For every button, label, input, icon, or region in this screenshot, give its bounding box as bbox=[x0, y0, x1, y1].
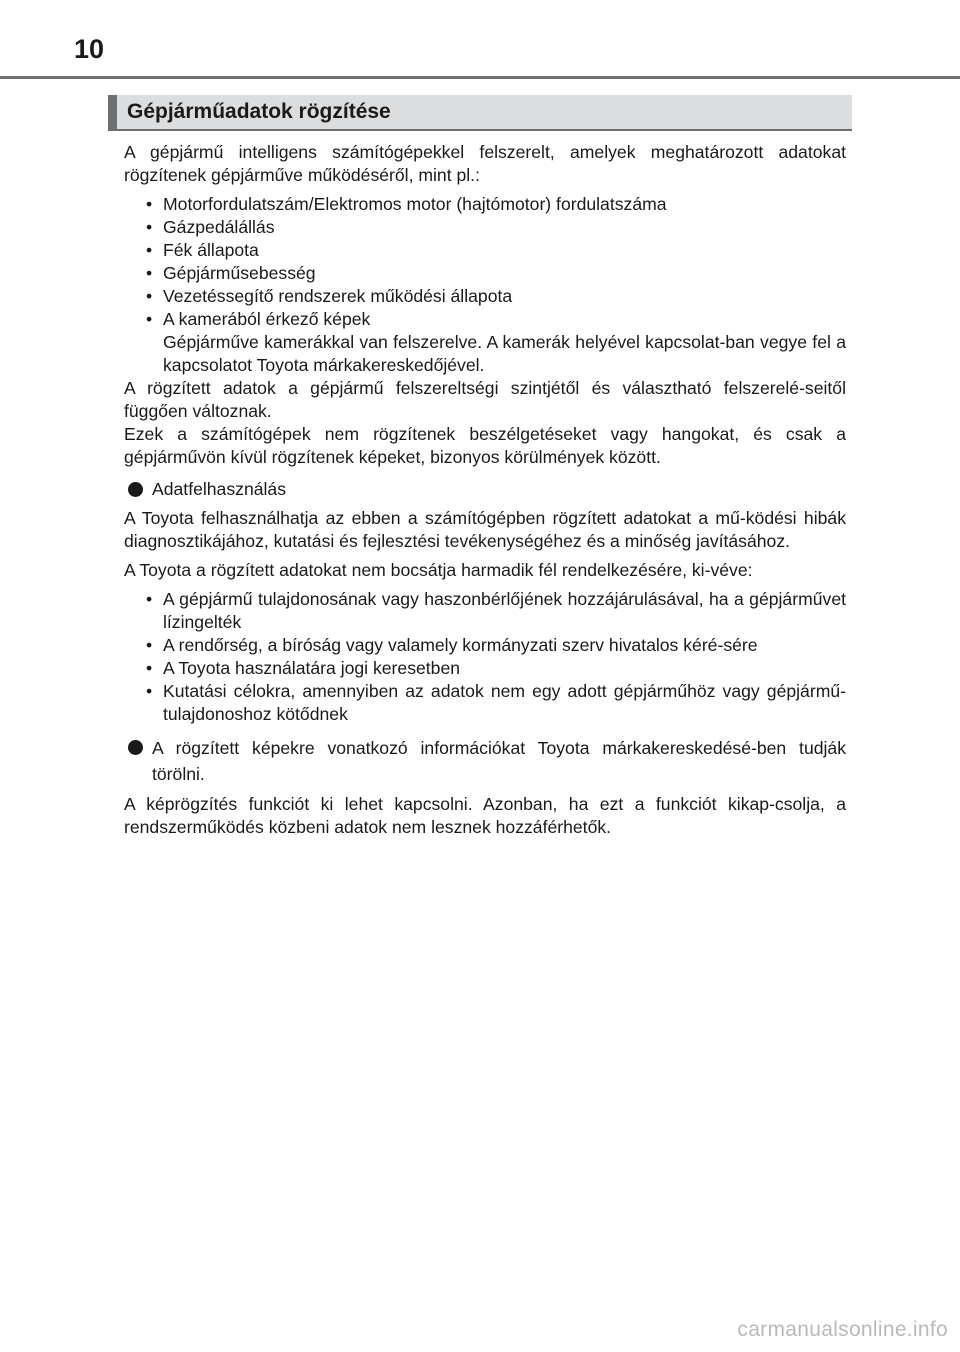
list-item: • Kutatási célokra, amennyiben az adatok nem egy adott gépjárműhöz vagy gépjármű-tulajdonoshoz kötődnek bbox=[146, 681, 846, 724]
list-item: • Gázpedálállás bbox=[146, 217, 275, 237]
list-item-text: Vezetéssegítő rendszerek működési állapota bbox=[163, 286, 513, 306]
disclosure-list bbox=[124, 588, 846, 726]
list-item-text: Gépjárműsebesség bbox=[163, 263, 316, 283]
list-item-text: A gépjármű tulajdonosának vagy haszonbérlőjének hozzájárulásával, ha a gépjárművet lízingelték bbox=[163, 589, 846, 632]
list-item: • A gépjármű tulajdonosának vagy haszonbérlőjének hozzájárulásával, ha a gépjárművet lízingelték bbox=[146, 589, 846, 632]
bullet-dot-icon bbox=[128, 740, 143, 755]
list-item-text: Fék állapota bbox=[163, 240, 259, 260]
list-item: • A kamerából érkező képek Gépjárműve kamerákkal van felszerelve. A kamerák helyével kapcsolat-ban vegye fel a kapcsolatot Toyota márkakereskedőjével. bbox=[146, 309, 846, 375]
list-item: • Vezetéssegítő rendszerek működési állapota bbox=[146, 286, 513, 306]
list-item: • Fék állapota bbox=[146, 240, 259, 260]
watermark: carmanualsonline.info bbox=[737, 1318, 948, 1341]
bullet-dot-icon bbox=[128, 482, 143, 497]
data-use-heading-text: Adatfelhasználás bbox=[152, 479, 286, 499]
section-title: Gépjárműadatok rögzítése bbox=[127, 100, 391, 123]
list-item-text: A rendőrség, a bíróság vagy valamely kormányzati szerv hivatalos kéré-sére bbox=[163, 635, 758, 655]
image-disable-paragraph: A képrögzítés funkciót ki lehet kapcsolni. Azonban, ha ezt a funkciót kikap-csolja, a rendszerműködés közbeni adatok nem lesznek hozzáférhetők. bbox=[124, 794, 846, 837]
intro-paragraph: A gépjármű intelligens számítógépekkel felszerelt, amelyek meghatározott adatokat rögzítenek gépjárműve működéséről, mint pl.: bbox=[124, 142, 846, 185]
image-delete-heading-text: A rögzített képekre vonatkozó információkat Toyota márkakereskedésé-ben tudják törölni. bbox=[152, 738, 846, 784]
list-item: • Motorfordulatszám/Elektromos motor (hajtómotor) fordulatszáma bbox=[146, 194, 667, 214]
no-voice-paragraph: Ezek a számítógépek nem rögzítenek beszélgetéseket vagy hangokat, és csak a gépjárművön kívül rögzítenek képeket, bizonyos körülmények között. bbox=[124, 424, 846, 467]
list-item-text: Motorfordulatszám/Elektromos motor (hajtómotor) fordulatszáma bbox=[163, 194, 667, 214]
list-item-text: Kutatási célokra, amennyiben az adatok nem egy adott gépjárműhöz vagy gépjármű-tulajdonoshoz kötődnek bbox=[163, 681, 846, 724]
header-rule bbox=[0, 76, 960, 79]
section-header bbox=[108, 95, 852, 131]
camera-note: Gépjárműve kamerákkal van felszerelve. A kamerák helyével kapcsolat-ban vegye fel a kapcsolatot Toyota márkakereskedőjével. bbox=[163, 332, 846, 375]
disclosure-intro: A Toyota a rögzített adatokat nem bocsátja harmadik fél rendelkezésére, ki-véve: bbox=[124, 560, 753, 580]
data-use-heading bbox=[124, 478, 846, 501]
list-item-text: A kamerából érkező képek bbox=[163, 309, 371, 329]
page-content bbox=[124, 141, 846, 839]
page-number: 10 bbox=[74, 34, 105, 64]
list-item: • A rendőrség, a bíróság vagy valamely kormányzati szerv hivatalos kéré-sére bbox=[146, 635, 758, 655]
list-item-text: Gázpedálállás bbox=[163, 217, 275, 237]
list-item-text: A Toyota használatára jogi keresetben bbox=[163, 658, 461, 678]
list-item: • Gépjárműsebesség bbox=[146, 263, 316, 283]
list-item: • A Toyota használatára jogi keresetben bbox=[146, 658, 461, 678]
recorded-items-list bbox=[124, 193, 846, 377]
variation-paragraph: A rögzített adatok a gépjármű felszereltségi szintjétől és választható felszerelé-seitől függően változnak. bbox=[124, 378, 846, 421]
data-use-paragraph: A Toyota felhasználhatja az ebben a számítógépben rögzített adatokat a mű-ködési hibák diagnosztikájához, kutatási és fejlesztési tevékenységéhez és a minőség javításához. bbox=[124, 508, 846, 551]
image-delete-heading bbox=[124, 735, 846, 787]
